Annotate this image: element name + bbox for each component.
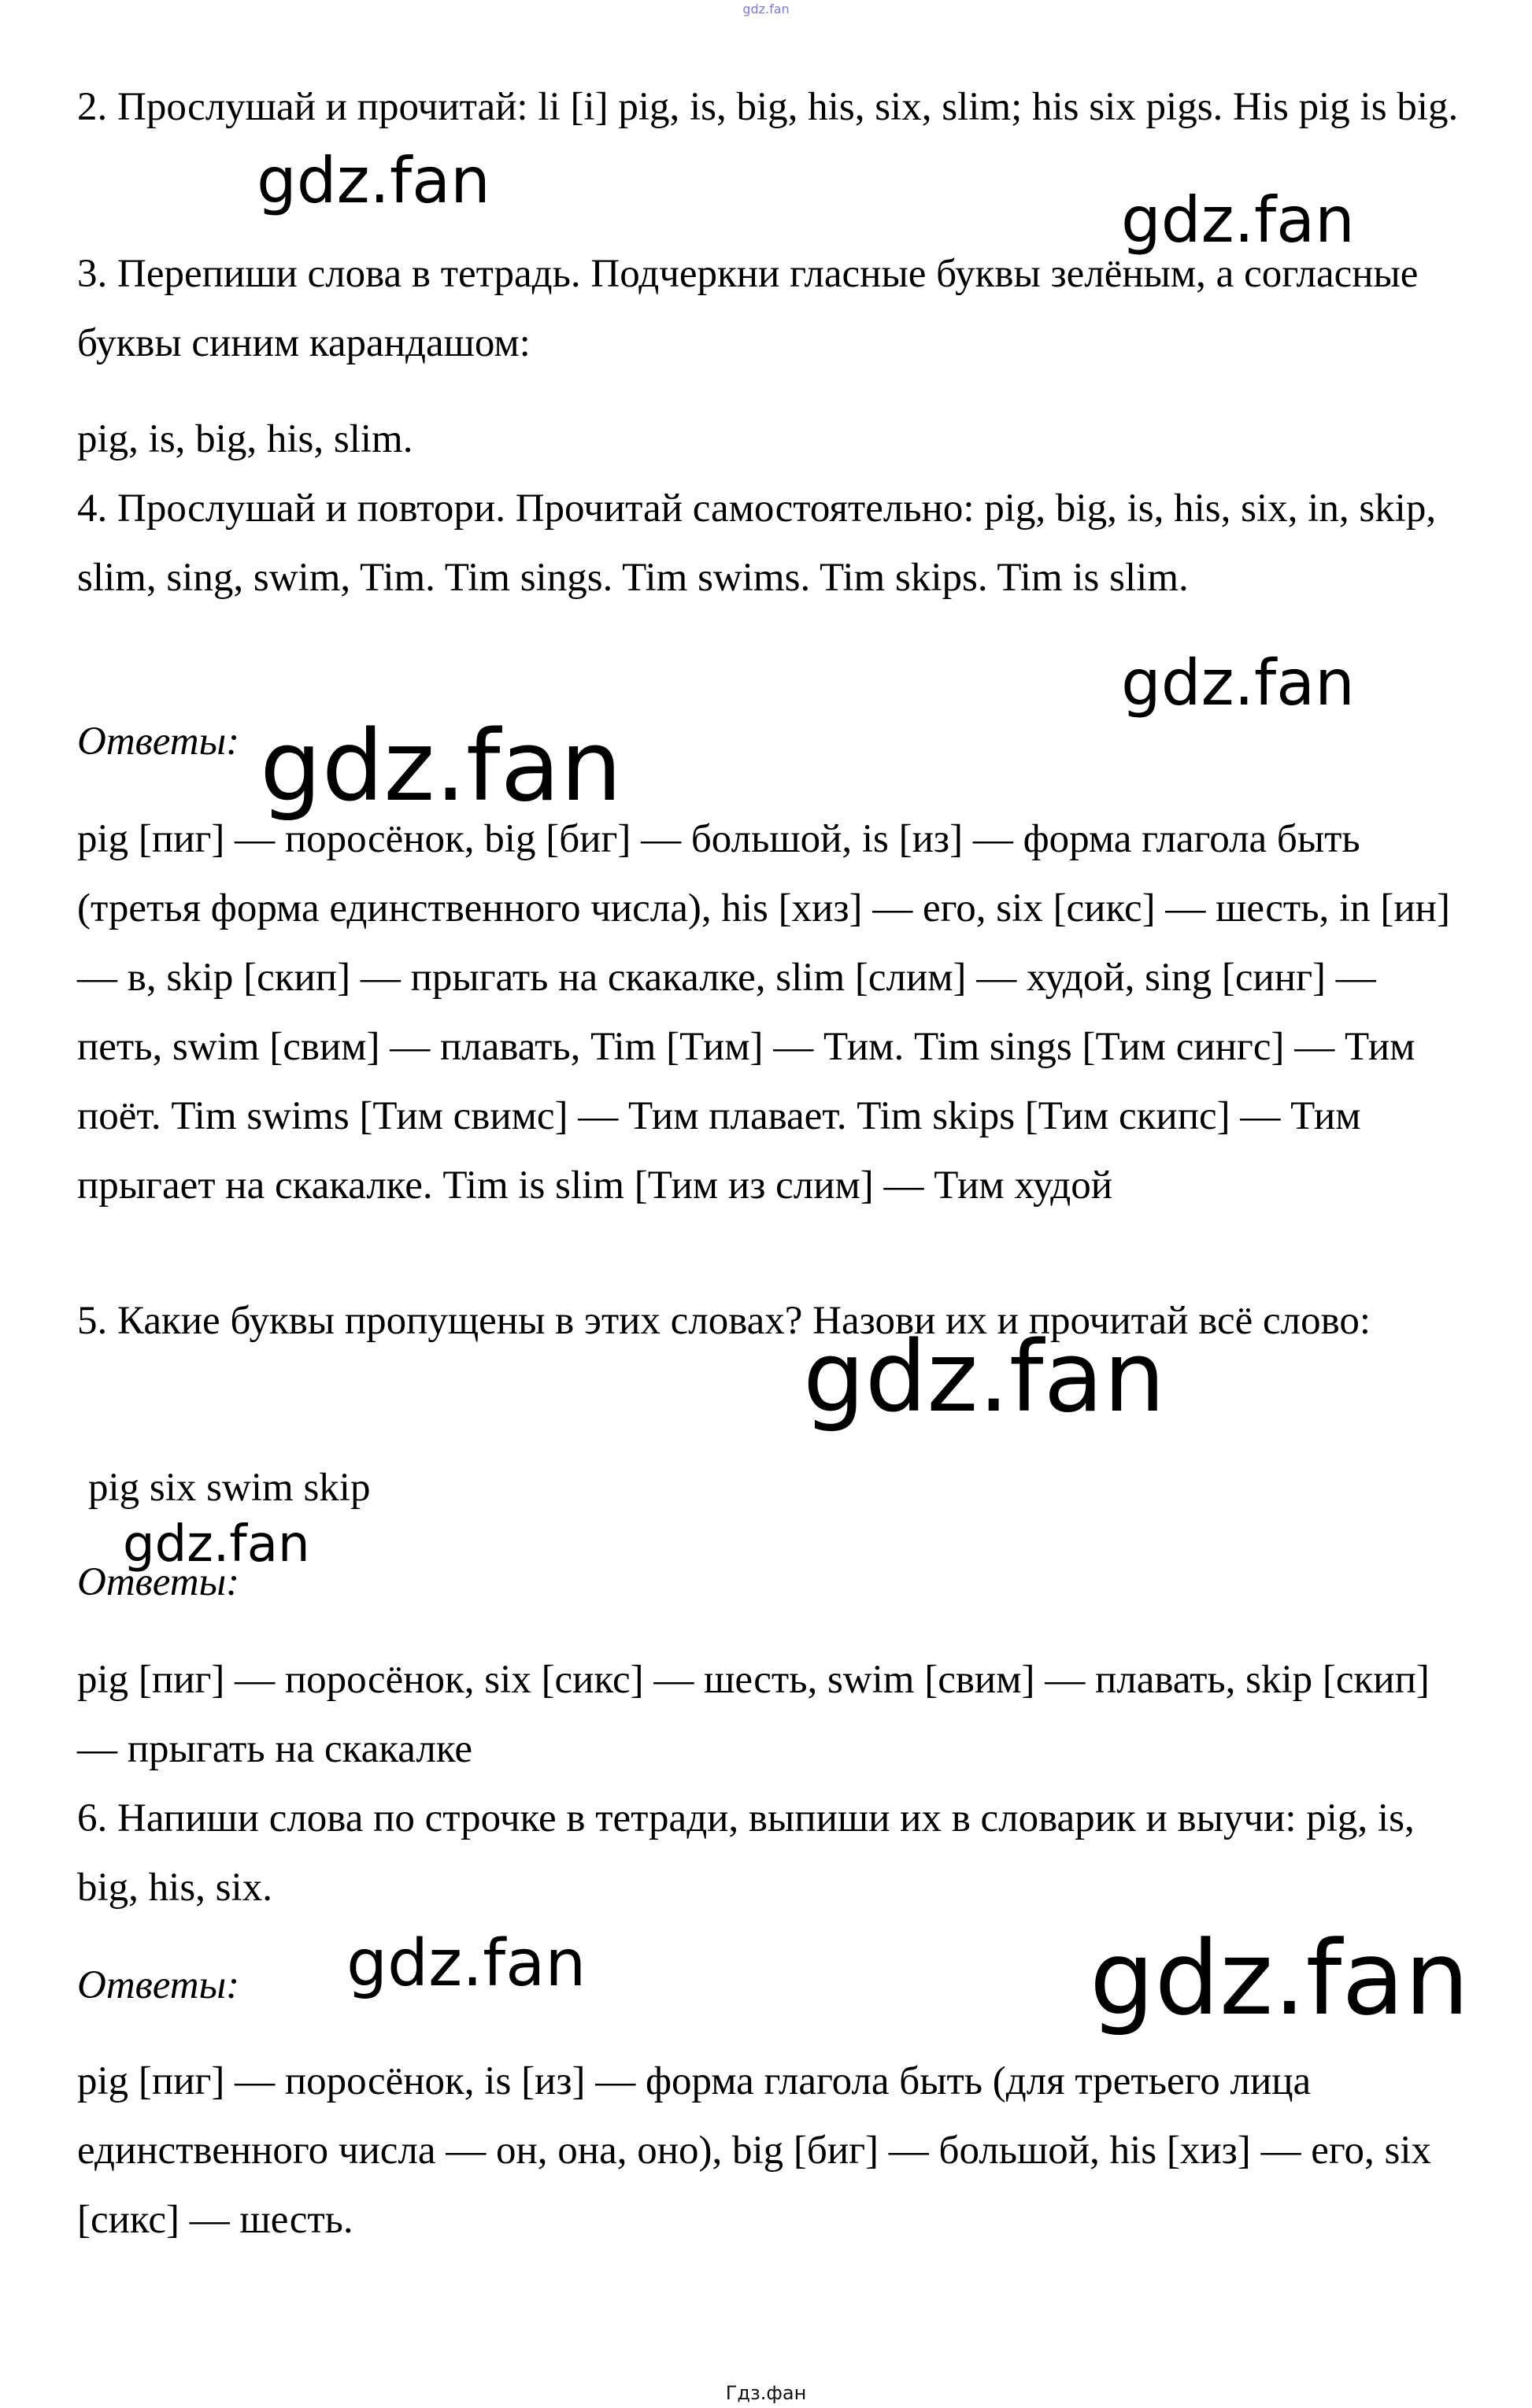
watermark-text: gdz.fan <box>257 144 490 217</box>
watermark-text: gdz.fan <box>123 1515 310 1574</box>
watermark-text: gdz.fan <box>803 1321 1166 1434</box>
exercise-2-text: 2. Прослушай и прочитай: li [i] pig, is, big, his, six, slim; his six pigs. His pig is big. <box>77 85 1459 129</box>
watermark-text: gdz.fan <box>346 1926 587 2001</box>
exercise-3-words: pig, is, big, his, slim. <box>77 417 413 461</box>
header-mark: gdz.fan <box>742 2 790 17</box>
footer-text: Гдз.фан <box>725 2382 807 2404</box>
watermark-text: gdz.fan <box>1121 646 1355 719</box>
exercise-3-text: 3. Перепиши слова в тетрадь. Подчеркни гласные буквы зелёным, а согласные буквы синим карандашом: <box>77 252 1419 365</box>
exercise-5-text: 5. Какие буквы пропущены в этих словах? Назови их и прочитай всё слово: <box>77 1299 1371 1343</box>
exercise-5-words: pig six swim skip <box>88 1466 371 1510</box>
exercise-4-answer: pig [пиг] — поросёнок, big [биг] — большой, is [из] — форма глагола быть (третья форма единственного числа), his [хиз] — его, six [сикс] — шесть, in [ин] — в, skip [скип] — прыгать на скакалке, slim [слим] — худой, sing [синг] — петь, swim [свим] — плавать, Tim [Тим] — Тим. Tim sings [Тим сингс] — Тим поёт. Tim swims [Тим свимс] — Тим плавает. Tim skips [Тим скипс] — Тим прыгает на скакалке. Tim is slim [Тим из слим] — Тим худой <box>77 817 1450 1208</box>
exercise-4-answers-label: Ответы: <box>77 719 240 764</box>
watermark-text: gdz.fan <box>260 710 623 823</box>
exercise-4-text: 4. Прослушай и повтори. Прочитай самостоятельно: pig, big, is, his, six, in, skip, slim, sing, swim, Tim. Tim sings. Tim swims. Tim skips. Tim is slim. <box>77 486 1437 600</box>
exercise-5-answer: pig [пиг] — поросёнок, six [сикс] — шесть, swim [свим] — плавать, skip [скип] — прыгать на скакалке <box>77 1658 1430 1771</box>
watermark-text: gdz.fan <box>1090 1918 1470 2038</box>
exercise-6-answers-label: Ответы: <box>77 1963 240 2007</box>
exercise-5-answers-label: Ответы: <box>77 1560 240 1604</box>
watermark-text: gdz.fan <box>1121 183 1355 257</box>
exercise-6-answer: pig [пиг] — поросёнок, is [из] — форма глагола быть (для третьего лица единственного числа — он, она, оно), big [биг] — большой, his [хиз] — его, six [сикс] — шесть. <box>77 2059 1432 2242</box>
exercise-6-text: 6. Напиши слова по строчке в тетради, выпиши их в словарик и выучи: pig, is, big, his, six. <box>77 1796 1415 1910</box>
